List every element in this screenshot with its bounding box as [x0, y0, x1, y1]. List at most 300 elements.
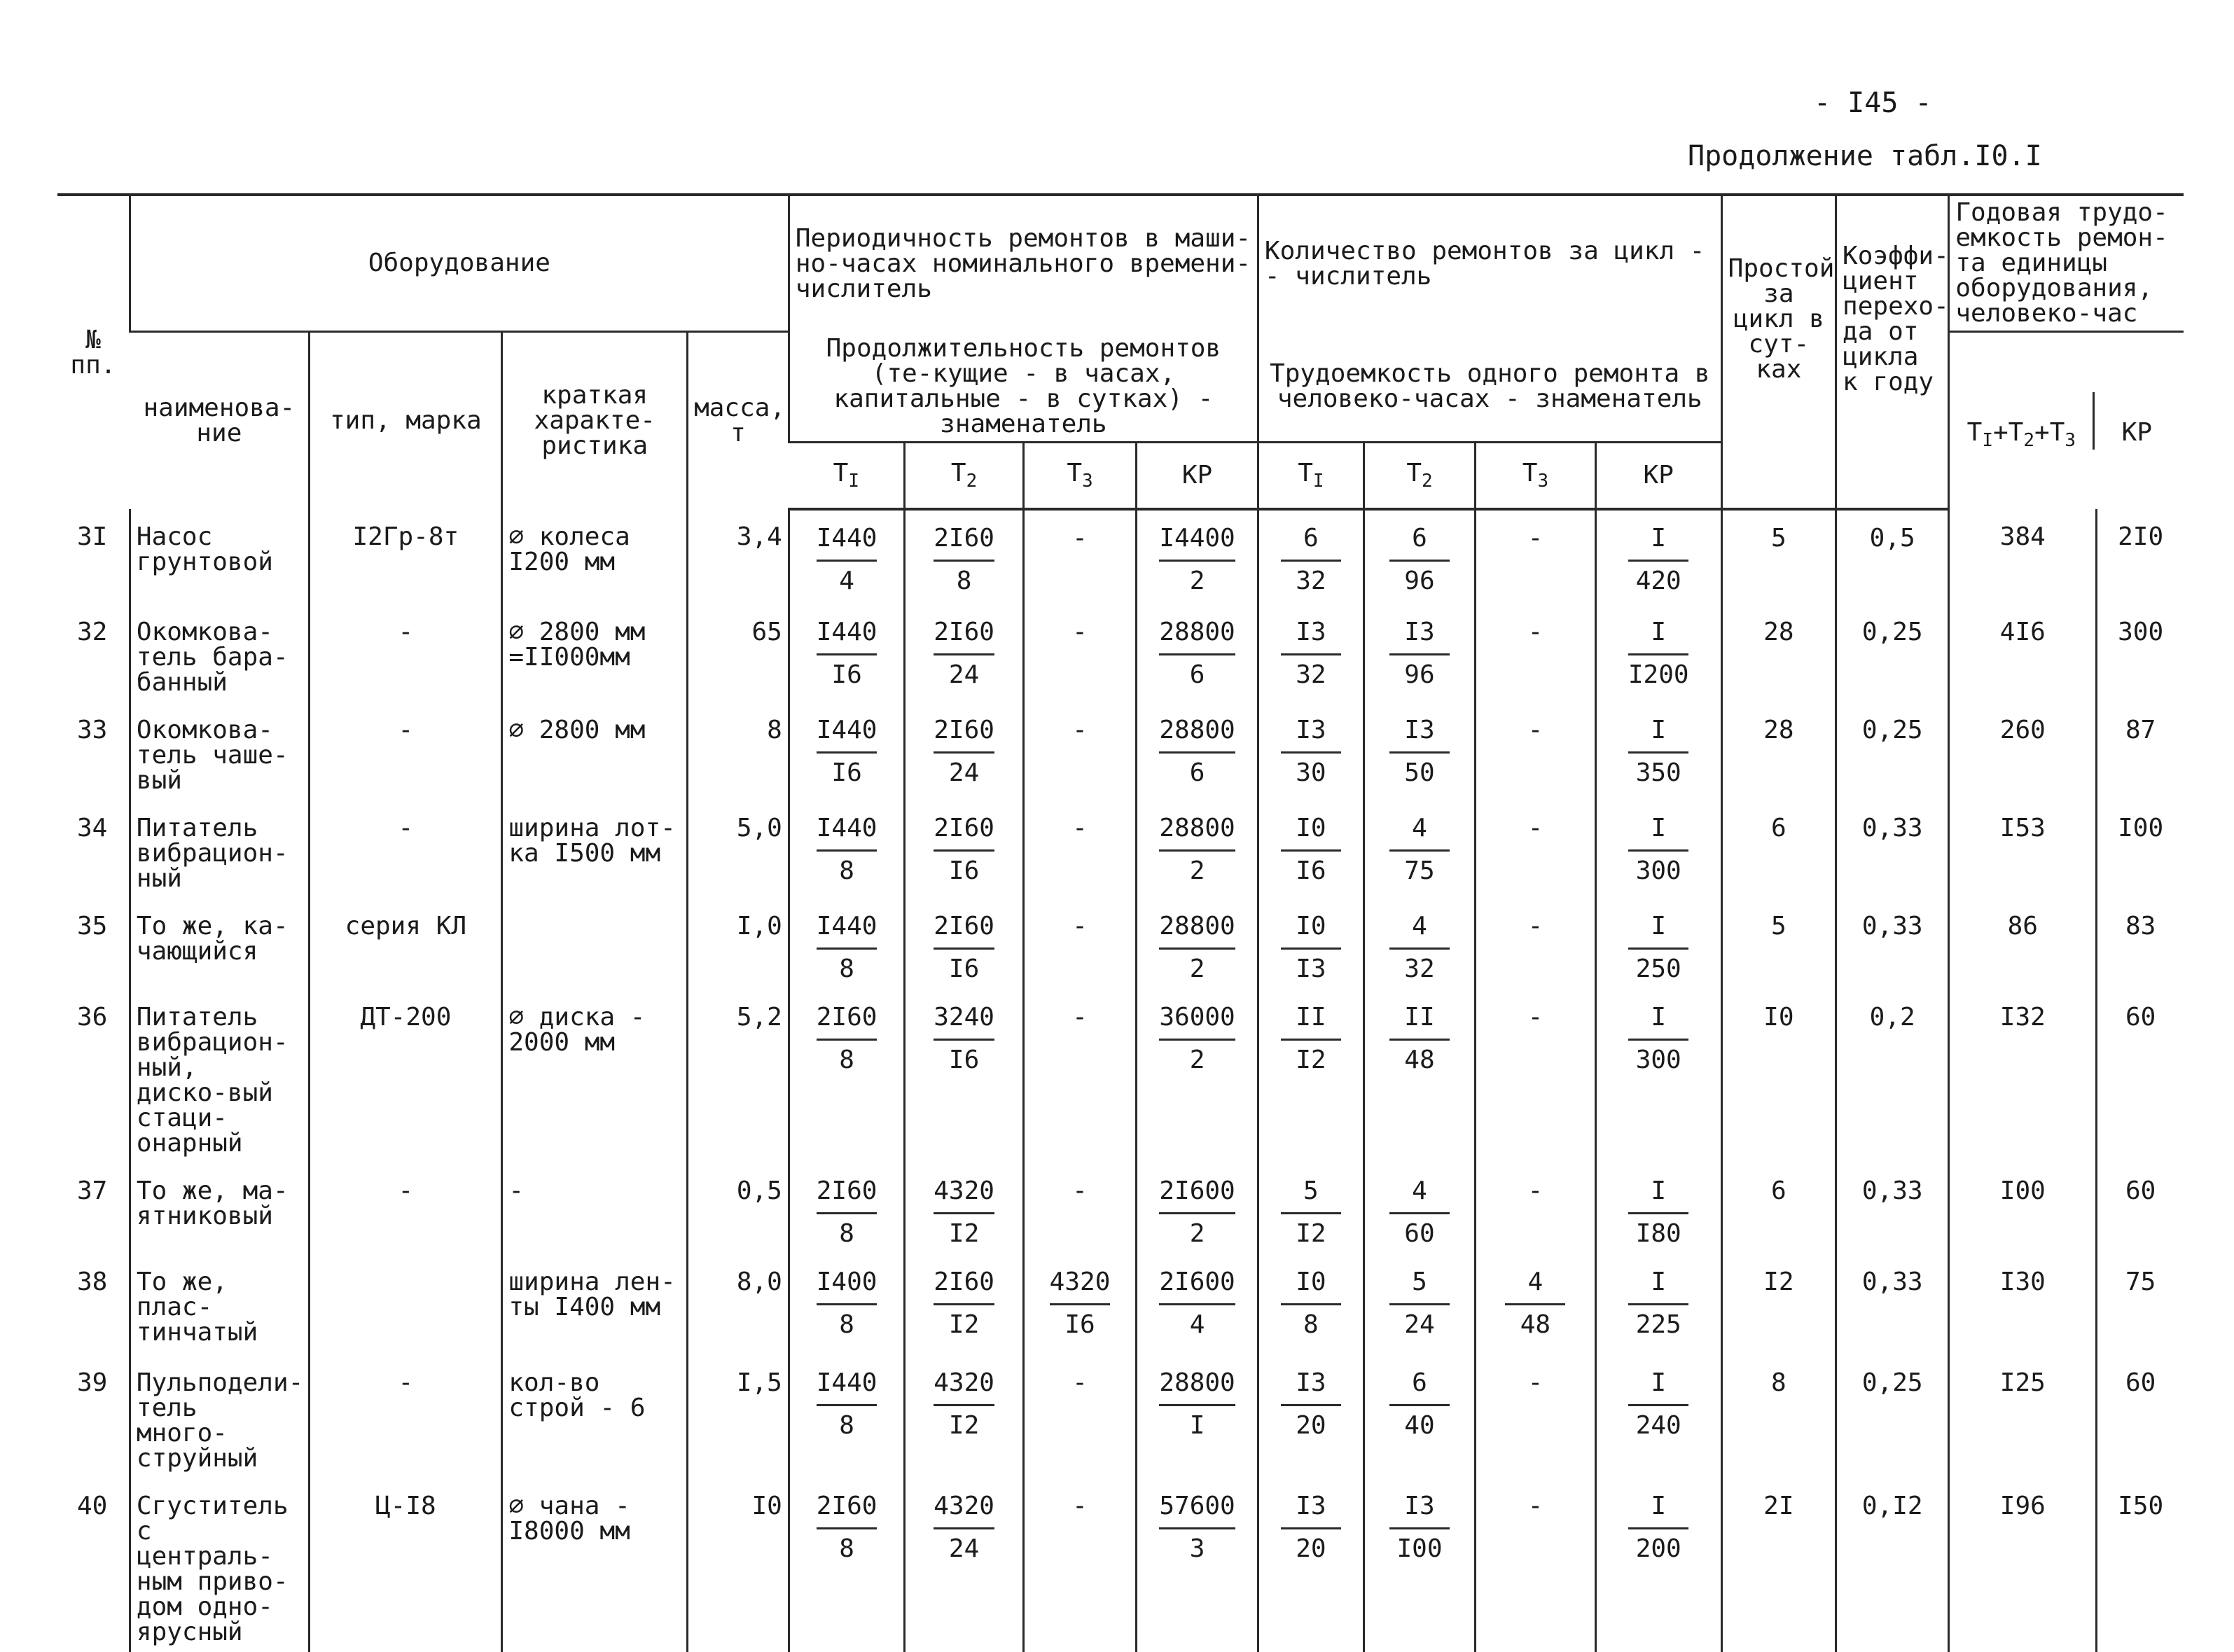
labor-kr-fraction [1628, 914, 1688, 982]
period-t1 [789, 509, 904, 604]
period-kr [1137, 800, 1258, 898]
equipment-mass-text: 5,0 [736, 814, 782, 842]
period-t1-denominator: 8 [839, 1310, 854, 1339]
equipment-type [310, 1355, 502, 1478]
labor-t1-denominator: I2 [1296, 1219, 1326, 1248]
equipment-name [130, 1254, 309, 1355]
table-row [57, 604, 2184, 702]
period-t1 [789, 898, 904, 990]
labor-kr-denominator: I200 [1628, 660, 1689, 689]
transition-coefficient [1836, 990, 1949, 1163]
labor-t1-denominator: I3 [1296, 955, 1326, 983]
period-t3 [1023, 990, 1136, 1163]
period-kr-fraction [1159, 816, 1235, 884]
period-t2-fraction [934, 1176, 994, 1248]
table-row [57, 509, 2184, 604]
period-t1-denominator: 8 [839, 1534, 854, 1563]
row-number [57, 990, 130, 1163]
annual-labor-kr [2097, 990, 2184, 1163]
period-t1-numerator: I440 [817, 1370, 877, 1406]
labor-kr-fraction [1628, 816, 1688, 884]
equipment-brief-text: ⌀ 2800 мм [508, 716, 646, 744]
period-t3-text: - [1072, 1176, 1088, 1205]
transition-coefficient-text: 0,33 [1861, 1268, 1923, 1296]
annual-labor-kr-text: I00 [2118, 814, 2164, 842]
labor-kr-denominator: 240 [1635, 1411, 1681, 1440]
labor-t3-text: - [1527, 524, 1543, 553]
period-t1-fraction [817, 816, 877, 884]
annual-labor-kr-text: 60 [2125, 1368, 2156, 1397]
transition-coefficient [1836, 509, 1949, 604]
period-t3 [1023, 604, 1136, 702]
period-t2-fraction [934, 1494, 994, 1562]
labor-t1-numerator: I0 [1281, 816, 1341, 852]
labor-t1-fraction [1281, 914, 1341, 982]
labor-t1-denominator: 20 [1296, 1534, 1326, 1563]
period-kr-numerator: 28800 [1159, 914, 1235, 950]
period-kr-numerator: 36000 [1159, 1005, 1235, 1041]
period-t1-numerator: 2I60 [817, 1005, 877, 1041]
downtime-text: I2 [1763, 1268, 1794, 1296]
row-number-text: 40 [77, 1492, 108, 1520]
labor-t2 [1364, 702, 1475, 800]
transition-coefficient [1836, 800, 1949, 898]
downtime [1721, 1355, 1836, 1478]
labor-t2-fraction [1389, 1370, 1450, 1438]
downtime-text: I0 [1763, 1003, 1794, 1032]
labor-t3-numerator: 4 [1505, 1270, 1565, 1305]
labor-kr-denominator: 300 [1635, 1046, 1681, 1074]
downtime-text: 5 [1771, 524, 1786, 553]
labor-t2-fraction [1389, 620, 1450, 688]
period-t1-fraction [817, 1005, 877, 1073]
labor-t2-numerator: 6 [1389, 526, 1450, 562]
period-t1-denominator: 8 [839, 1046, 854, 1074]
annual-labor-t [1949, 990, 2097, 1163]
period-t1-fraction [817, 1270, 877, 1338]
annual-labor-t-text: 4I6 [1999, 618, 2046, 646]
labor-t1-denominator: I6 [1296, 856, 1326, 885]
period-kr-fraction [1159, 1176, 1235, 1248]
labor-kr-denominator: 350 [1635, 758, 1681, 787]
period-t3-text: - [1072, 1003, 1088, 1032]
period-t1 [789, 1478, 904, 1652]
equipment-brief [502, 898, 688, 990]
row-number [57, 800, 130, 898]
table-row [57, 1163, 2184, 1254]
labor-t3 [1476, 509, 1596, 604]
period-kr-numerator: 57600 [1159, 1494, 1235, 1529]
equipment-brief [502, 1478, 688, 1652]
equipment-mass [688, 1355, 789, 1478]
downtime [1721, 1163, 1836, 1254]
annual-labor-t-text: 86 [2007, 912, 2038, 940]
equipment-brief [502, 1163, 688, 1254]
annual-labor-kr-text: 83 [2125, 912, 2156, 940]
period-t1-denominator: 8 [839, 955, 854, 983]
equipment-mass [688, 604, 789, 702]
equipment-brief-text: ширина лен-ты I400 мм [508, 1268, 676, 1321]
equipment-name-text: Окомкова-тель бара-банный [136, 618, 289, 697]
period-t3 [1023, 800, 1136, 898]
labor-kr-denominator: 225 [1635, 1310, 1681, 1339]
period-t3 [1023, 898, 1136, 990]
period-kr-denominator: 6 [1189, 758, 1205, 787]
labor-kr-numerator: I [1628, 1179, 1688, 1214]
labor-kr-numerator: I [1628, 914, 1688, 950]
labor-t3-text: - [1527, 1176, 1543, 1205]
labor-kr-fraction [1628, 1176, 1688, 1248]
equipment-mass-text: 65 [751, 618, 782, 646]
period-t2-denominator: I6 [948, 856, 980, 885]
equipment-type [310, 1254, 502, 1355]
period-kr [1137, 702, 1258, 800]
labor-t2-fraction [1389, 718, 1450, 786]
equipment-type-text: - [398, 618, 414, 646]
period-kr-fraction [1159, 718, 1235, 786]
header-equipment: Оборудование [130, 195, 789, 332]
labor-t2 [1364, 898, 1475, 990]
labor-kr [1595, 1478, 1721, 1652]
annual-labor-kr [2097, 509, 2184, 604]
period-t2 [905, 1163, 1024, 1254]
annual-labor-t [1949, 800, 2097, 898]
labor-t2-denominator: 75 [1404, 856, 1435, 885]
labor-t2-numerator: 5 [1389, 1270, 1450, 1305]
labor-t2-numerator: I3 [1389, 620, 1450, 655]
transition-coefficient [1836, 1254, 1949, 1355]
row-number [57, 702, 130, 800]
labor-t1-denominator: 30 [1296, 758, 1326, 787]
period-t1-denominator: 8 [839, 1411, 854, 1440]
transition-coefficient [1836, 898, 1949, 990]
equipment-type-text: I2Гр-8т [352, 522, 459, 551]
annual-labor-kr [2097, 1163, 2184, 1254]
equipment-type [310, 509, 502, 604]
repair-table [57, 193, 2184, 1652]
labor-t1-fraction [1281, 816, 1341, 884]
row-number [57, 898, 130, 990]
labor-t2-fraction [1389, 1270, 1450, 1338]
header-labor-kr: КР [1595, 442, 1721, 509]
period-t1-denominator: I6 [831, 758, 862, 787]
period-t2-fraction [934, 914, 994, 982]
period-t2-denominator: 24 [948, 660, 980, 689]
period-kr-denominator: 3 [1189, 1534, 1205, 1563]
annual-labor-kr-text: 75 [2125, 1268, 2156, 1296]
transition-coefficient-text: 0,33 [1861, 912, 1923, 940]
period-t2 [905, 800, 1024, 898]
equipment-brief [502, 1355, 688, 1478]
equipment-brief-text: ширина лот-ка I500 мм [508, 814, 676, 868]
labor-kr-denominator: 420 [1635, 567, 1681, 595]
downtime [1721, 509, 1836, 604]
equipment-name [130, 702, 309, 800]
labor-t2-numerator: 4 [1389, 1179, 1450, 1214]
transition-coefficient [1836, 1163, 1949, 1254]
labor-t1-fraction [1281, 1494, 1341, 1562]
labor-t1-denominator: I2 [1296, 1046, 1326, 1074]
period-kr-denominator: 6 [1189, 660, 1205, 689]
labor-t2 [1364, 1254, 1475, 1355]
transition-coefficient-text: 0,33 [1861, 814, 1923, 842]
equipment-mass [688, 898, 789, 990]
labor-kr-denominator: I80 [1635, 1219, 1681, 1248]
labor-t3-fraction [1505, 1270, 1565, 1338]
labor-t3 [1476, 702, 1596, 800]
header-annual-labor: Годовая трудо-емкость ремон-та единицы оборудования, человеко-час [1949, 195, 2184, 332]
period-kr-fraction [1159, 1005, 1235, 1073]
period-kr-fraction [1159, 526, 1235, 594]
period-t1-numerator: I440 [817, 620, 877, 655]
equipment-name-text: Пульподели-тель много-струйный [136, 1368, 304, 1473]
labor-t1 [1258, 509, 1364, 604]
labor-t2-denominator: I00 [1396, 1534, 1443, 1563]
period-t2 [905, 509, 1024, 604]
labor-t2 [1364, 1478, 1475, 1652]
labor-t1-numerator: I0 [1281, 914, 1341, 950]
annual-labor-kr [2097, 800, 2184, 898]
equipment-type [310, 1478, 502, 1652]
period-t1-numerator: 2I60 [817, 1494, 877, 1529]
labor-t3-text: - [1527, 1003, 1543, 1032]
equipment-type-text: серия КЛ [345, 912, 467, 940]
labor-kr-fraction [1628, 1370, 1688, 1438]
period-t3 [1023, 509, 1136, 604]
labor-t3-text: - [1527, 912, 1543, 940]
transition-coefficient [1836, 702, 1949, 800]
annual-labor-t [1949, 509, 2097, 604]
period-t1 [789, 702, 904, 800]
period-t2 [905, 898, 1024, 990]
period-kr [1137, 1478, 1258, 1652]
annual-labor-kr-text: 60 [2125, 1176, 2156, 1205]
labor-t2 [1364, 800, 1475, 898]
labor-t1 [1258, 898, 1364, 990]
period-t3-text: - [1072, 1368, 1088, 1397]
labor-t1-numerator: I3 [1281, 718, 1341, 754]
header-labor-t3: $T_3$ [1476, 442, 1596, 509]
equipment-brief [502, 509, 688, 604]
equipment-type-text: ДТ-200 [360, 1003, 452, 1032]
labor-kr [1595, 1163, 1721, 1254]
period-kr-denominator: 4 [1189, 1310, 1205, 1339]
period-t1 [789, 604, 904, 702]
period-t2-denominator: 24 [948, 1534, 980, 1563]
period-t2-denominator: I2 [948, 1310, 980, 1339]
labor-t1-fraction [1281, 1176, 1341, 1248]
annual-labor-kr [2097, 1478, 2184, 1652]
annual-labor-kr [2097, 1355, 2184, 1478]
period-kr-denominator: 2 [1189, 856, 1205, 885]
period-t3-text: - [1072, 524, 1088, 553]
labor-t1-fraction [1281, 718, 1341, 786]
period-t1-fraction [817, 620, 877, 688]
annual-labor-t-text: 384 [1999, 522, 2046, 551]
equipment-mass-text: 8 [767, 716, 782, 744]
downtime-text: 6 [1771, 814, 1786, 842]
row-number [57, 1163, 130, 1254]
annual-labor-t-text: I53 [1999, 814, 2046, 842]
labor-t1-numerator: 6 [1281, 526, 1341, 562]
row-number-text: 38 [77, 1268, 108, 1296]
annual-labor-t [1949, 1355, 2097, 1478]
annual-labor-t-text: I00 [1999, 1176, 2046, 1205]
row-number-text: 39 [77, 1368, 108, 1397]
equipment-type [310, 898, 502, 990]
annual-labor-kr-text: 300 [2118, 618, 2164, 646]
labor-kr-denominator: 250 [1635, 955, 1681, 983]
labor-t1-fraction [1281, 1370, 1341, 1438]
labor-t1-fraction [1281, 526, 1341, 594]
labor-t1 [1258, 1254, 1364, 1355]
header-number: № пп. [57, 195, 130, 509]
labor-t2-denominator: 40 [1404, 1411, 1435, 1440]
downtime-text: 28 [1763, 716, 1794, 744]
period-t3 [1023, 1163, 1136, 1254]
period-t2-numerator: 2I60 [934, 1270, 994, 1305]
period-t1 [789, 800, 904, 898]
row-number-text: 32 [77, 618, 108, 646]
period-t3 [1023, 1254, 1136, 1355]
equipment-name-text: Сгуститель с централь-ным приво-дом одно-ярусный [136, 1492, 289, 1646]
labor-kr [1595, 800, 1721, 898]
equipment-mass-text: I,0 [736, 912, 782, 940]
labor-t3-text: - [1527, 618, 1543, 646]
equipment-name-text: То же, ка-чающийся [136, 912, 289, 966]
period-t1 [789, 1254, 904, 1355]
equipment-name [130, 509, 309, 604]
annual-labor-kr-text: 2I0 [2118, 522, 2164, 551]
labor-t1-denominator: 32 [1296, 567, 1326, 595]
table-row [57, 800, 2184, 898]
downtime [1721, 702, 1836, 800]
labor-t1 [1258, 604, 1364, 702]
labor-t2-fraction [1389, 816, 1450, 884]
period-t1 [789, 1355, 904, 1478]
period-t1-numerator: I440 [817, 526, 877, 562]
labor-kr-fraction [1628, 1494, 1688, 1562]
labor-t1-numerator: 5 [1281, 1179, 1341, 1214]
header-type: тип, марка [310, 332, 502, 510]
equipment-brief [502, 702, 688, 800]
equipment-brief [502, 800, 688, 898]
labor-kr-numerator: I [1628, 526, 1688, 562]
equipment-brief [502, 990, 688, 1163]
equipment-mass [688, 702, 789, 800]
period-t3 [1023, 1478, 1136, 1652]
row-number [57, 604, 130, 702]
labor-t3-text: - [1527, 1492, 1543, 1520]
table-row [57, 702, 2184, 800]
equipment-name [130, 1163, 309, 1254]
equipment-mass [688, 1254, 789, 1355]
period-t2 [905, 990, 1024, 1163]
transition-coefficient-text: 0,2 [1869, 1003, 1915, 1032]
annual-labor-kr [2097, 604, 2184, 702]
equipment-brief [502, 604, 688, 702]
equipment-brief-text: ⌀ колеса I200 мм [508, 522, 630, 576]
labor-t3 [1476, 1163, 1596, 1254]
labor-t3 [1476, 604, 1596, 702]
period-kr [1137, 1254, 1258, 1355]
header-t2: $T_2$ [905, 442, 1024, 509]
labor-kr-numerator: I [1628, 718, 1688, 754]
period-kr [1137, 509, 1258, 604]
period-t2-fraction [934, 1270, 994, 1338]
equipment-name [130, 990, 309, 1163]
period-t3-text: - [1072, 1492, 1088, 1520]
period-t2-fraction [934, 816, 994, 884]
period-kr [1137, 990, 1258, 1163]
equipment-type-text: - [398, 716, 414, 744]
period-t1-numerator: I440 [817, 914, 877, 950]
period-t2 [905, 604, 1024, 702]
annual-labor-kr-text: 60 [2125, 1003, 2156, 1032]
equipment-mass-text: I0 [751, 1492, 782, 1520]
equipment-name-text: То же, плас-тинчатый [136, 1268, 258, 1347]
header-sum-t: $T_I+T_2+T_3$ [1966, 417, 2076, 452]
labor-kr [1595, 604, 1721, 702]
period-t1-numerator: I440 [817, 718, 877, 754]
period-t3-text: - [1072, 716, 1088, 744]
labor-t2-denominator: 24 [1404, 1310, 1435, 1339]
equipment-type [310, 1163, 502, 1254]
labor-t1-numerator: I3 [1281, 1494, 1341, 1529]
equipment-brief [502, 1254, 688, 1355]
labor-t2-numerator: II [1389, 1005, 1450, 1041]
downtime-text: 28 [1763, 618, 1794, 646]
header-labor-t2: $T_2$ [1364, 442, 1475, 509]
period-t3 [1023, 702, 1136, 800]
period-t1-fraction [817, 1370, 877, 1438]
labor-kr [1595, 990, 1721, 1163]
transition-coefficient [1836, 1478, 1949, 1652]
period-kr-numerator: 28800 [1159, 1370, 1235, 1406]
period-t2-fraction [934, 1370, 994, 1438]
row-number [57, 1254, 130, 1355]
labor-kr-numerator: I [1628, 1370, 1688, 1406]
period-t2-fraction [934, 718, 994, 786]
header-downtime-cont [1721, 442, 1836, 509]
equipment-mass-text: 8,0 [736, 1268, 782, 1296]
row-number [57, 509, 130, 604]
labor-t2-fraction [1389, 1494, 1450, 1562]
equipment-type [310, 604, 502, 702]
annual-labor-t-text: I25 [1999, 1368, 2046, 1397]
period-kr-denominator: 2 [1189, 1046, 1205, 1074]
header-coefficient: Коэффи-циент перехо-да от цикла к году [1836, 195, 1949, 442]
labor-t3 [1476, 1254, 1596, 1355]
annual-labor-kr [2097, 898, 2184, 990]
header-annual-kr: КР [2093, 392, 2179, 450]
header-quantity: Количество ремонтов за цикл - - числитель [1258, 195, 1721, 332]
labor-t3 [1476, 1478, 1596, 1652]
period-t2-numerator: 4320 [934, 1370, 994, 1406]
downtime [1721, 604, 1836, 702]
period-t2-numerator: 2I60 [934, 718, 994, 754]
annual-labor-t [1949, 702, 2097, 800]
period-kr-denominator: 2 [1189, 567, 1205, 595]
transition-coefficient-text: 0,I2 [1861, 1492, 1923, 1520]
header-annual-sub [1949, 332, 2184, 510]
labor-t1-denominator: 8 [1303, 1310, 1319, 1339]
annual-labor-t [1949, 1254, 2097, 1355]
period-t2-numerator: 3240 [934, 1005, 994, 1041]
labor-t3 [1476, 800, 1596, 898]
period-kr-numerator: 28800 [1159, 816, 1235, 852]
labor-t2-denominator: 96 [1404, 660, 1435, 689]
